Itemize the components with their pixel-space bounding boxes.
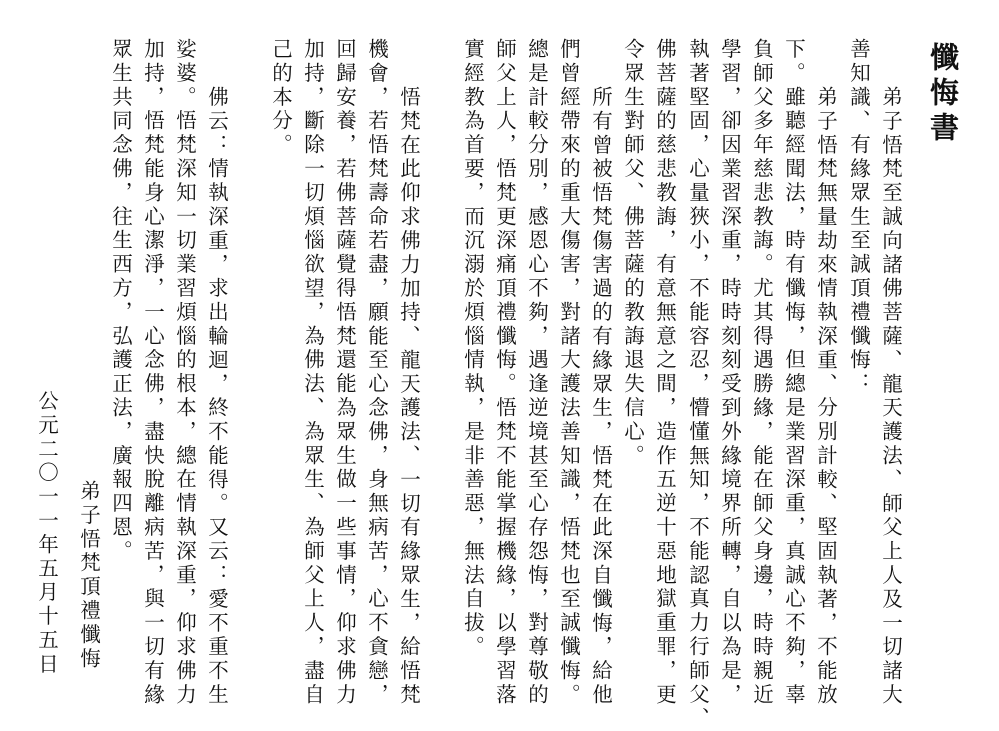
text-column-16: 機會，若悟梵壽命若盡，願能至心念佛，身無病苦，心不貪戀， [364, 38, 389, 708]
text-column-5: 負師父多年慈悲教誨。尤其得遇勝緣，能在師父身邊，時時親近 [749, 38, 774, 708]
text-column-4: 下。雖聽經聞法，時有懺悔，但總是業習深重，真誠心不夠，辜 [781, 38, 806, 708]
text-column-19: 己的本分。 [268, 38, 293, 158]
text-column-3: 弟子悟梵無量劫來情執深重、分別計較、堅固執著，不能放 [813, 86, 838, 708]
text-column-10: 所有曾被悟梵傷害過的有緣眾生，悟梵在此深自懺悔，給他 [588, 86, 613, 708]
text-column-20: 佛云：情執深重，求出輪迴，終不能得。又云：愛不重不生 [204, 86, 229, 708]
text-column-23: 眾生共同念佛，往生西方，弘護正法，廣報四恩。 [108, 38, 133, 564]
text-column-1: 弟子悟梵至誠向諸佛菩薩、龍天護法、師父上人及一切諸大 [878, 86, 903, 708]
text-column-13: 師父上人，悟梵更深痛頂禮懺悔。悟梵不能掌握機緣，以學習落 [492, 38, 517, 708]
text-column-2: 善知識、有緣眾生至誠頂禮懺悔： [846, 38, 871, 397]
text-column-11: 們曾經帶來的重大傷害，對諸大護法善知識，悟梵也至誠懺悔。 [556, 38, 581, 708]
text-column-14: 實經教為首要，而沉溺於煩惱情執，是非善惡，無法自拔。 [460, 38, 485, 660]
text-column-7: 執著堅固，心量狹小，不能容忍，懵懂無知，不能認真力行師父、 [685, 38, 710, 731]
text-column-18: 加持，斷除一切煩惱欲望，為佛法、為眾生、為師父上人，盡自 [300, 38, 325, 708]
text-column-6: 學習，卻因業習深重，時時刻刻受到外緣境界所轉，自以為是， [717, 38, 742, 708]
text-column-17: 回歸安養，若佛菩薩覺得悟梵還能為眾生做一些事情，仰求佛力 [332, 38, 357, 708]
text-column-8: 佛菩薩的慈悲教誨，有意無意之間，造作五逆十惡地獄重罪，更 [652, 38, 677, 708]
text-column-12: 總是計較分別，感恩心不夠，遇逢逆境甚至心存怨悔，對尊敬的 [524, 38, 549, 708]
text-column-21: 娑婆。悟梵深知一切業習煩惱的根本，總在情執深重，仰求佛力 [172, 38, 197, 708]
document-title: 懺悔書 [926, 42, 960, 147]
text-column-15: 悟梵在此仰求佛力加持、龍天護法、一切有緣眾生，給悟梵 [396, 86, 421, 708]
date: 公元二〇一一年五月十五日 [34, 390, 59, 677]
text-column-22: 加持，悟梵能身心潔淨，一心念佛，盡快脫離病苦，與一切有緣 [140, 38, 165, 708]
text-column-9: 令眾生對師父、佛菩薩的教誨退失信心。 [620, 38, 645, 469]
signature: 弟子悟梵頂禮懺悔 [76, 480, 101, 672]
